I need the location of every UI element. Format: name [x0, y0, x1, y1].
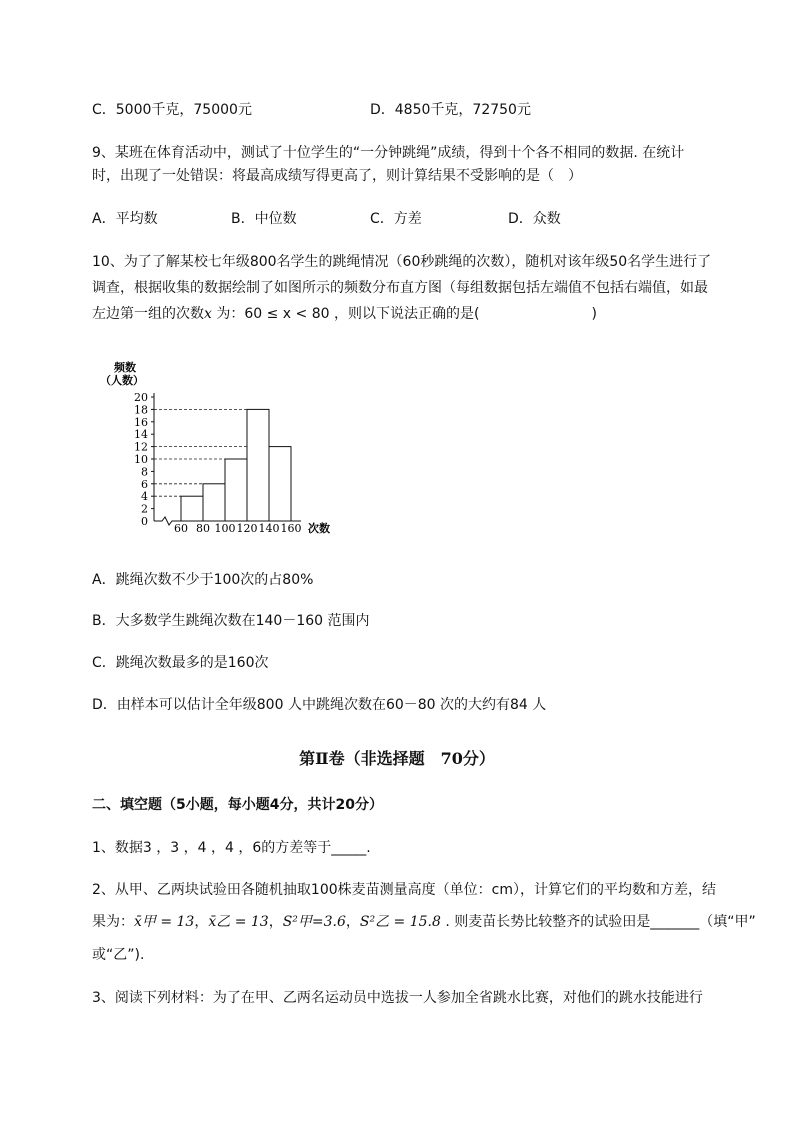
fill2-blank: _______ — [650, 914, 700, 930]
q10-variable-x: x — [204, 306, 212, 322]
section-heading: 二、填空题（5小题，每小题4分，共计20分） — [92, 797, 383, 813]
y-tick-label-8: 8 — [141, 465, 148, 479]
x-tick-label-60: 60 — [174, 522, 188, 535]
x-tick-label-160: 160 — [280, 522, 302, 535]
q10-line3 — [92, 304, 597, 324]
q10-line1: 10、为了了解某校七年级800名学生的跳绳情况（60秒跳绳的次数），随机对该年级50名学生进行了 — [92, 254, 712, 270]
x-tick-label-140: 140 — [258, 522, 280, 535]
y-tick-label-2: 2 — [141, 502, 148, 516]
y-tick-label-0: 0 — [141, 515, 148, 528]
fill2-suffix: . 则麦苗长势比较整齐的试验田是 — [440, 914, 651, 930]
fill2-mean-yi: x̄乙 = 13 — [208, 914, 269, 930]
q10-option-c: C．跳绳次数最多的是160次 — [92, 655, 269, 671]
fill2-variance-yi: S²乙 = 15.8 — [359, 914, 441, 930]
y-tick-label-18: 18 — [134, 403, 148, 417]
bar-60-80 — [181, 496, 203, 521]
q10-line3-close: ) — [591, 306, 597, 322]
q9-option-a: A．平均数 — [92, 211, 158, 227]
y-tick-label-10: 10 — [134, 453, 148, 466]
y-tick-label-16: 16 — [134, 415, 148, 429]
section-title: 第Ⅱ卷（非选择题 70分） — [299, 749, 495, 768]
q10-option-a: A．跳绳次数不少于100次的占80% — [92, 572, 314, 588]
bar-140-160 — [269, 447, 291, 521]
q10-option-b: B．大多数学生跳绳次数在140－160 范围内 — [92, 613, 370, 629]
x-tick-label-120: 120 — [236, 522, 258, 535]
y-axis-label-line1: 频数 — [114, 361, 136, 374]
y-tick-label-12: 12 — [134, 440, 148, 454]
q10-option-d: D．由样本可以估计全年级800 人中跳绳次数在60－80 次的大约有84 人 — [92, 697, 547, 713]
fill2-line3: 或“乙”). — [92, 947, 145, 963]
fill1-text: 1、数据3 ，3 ，4 ，4 ，6的方差等于 — [92, 840, 332, 856]
fill1-end: . — [366, 840, 371, 856]
bar-80-100 — [203, 484, 225, 521]
frequency-histogram — [92, 355, 352, 540]
x-axis-label: 次数 — [308, 522, 330, 535]
q9-line1: 9、某班在体育活动中，测试了十位学生的“一分钟跳绳”成绩，得到十个各不相同的数据. 在统计 — [92, 145, 685, 161]
q8-option-c: C．5000千克，75000元 — [92, 102, 252, 118]
fill2-end: （填“甲” — [699, 914, 756, 930]
bar-100-120 — [225, 459, 247, 521]
y-tick-label-14: 14 — [134, 428, 148, 442]
fill2-line2: 果为：x̄甲 = 13，x̄乙 = 13，S²甲=3.6，S²乙 = 15.8 . 则麦苗长势比较整齐的试验田是_______（填“甲” — [92, 914, 756, 930]
fill2-variance-jia: S²甲=3.6 — [282, 914, 346, 930]
q10-line3-text-b: 为：60 ≤ x < 80 ，则以下说法正确的是( — [211, 306, 480, 322]
q9-option-c: C．方差 — [370, 211, 422, 227]
q10-line2: 调查，根据收集的数据绘制了如图所示的频数分布直方图（每组数据包括左端值不包括右端值，如最 — [92, 280, 708, 296]
fill1-line — [92, 838, 371, 858]
q9-option-b: B．中位数 — [231, 211, 297, 227]
q9-option-d: D．众数 — [508, 211, 561, 227]
y-tick-label-4: 4 — [141, 490, 148, 504]
q8-option-d: D．4850千克，72750元 — [370, 102, 531, 118]
fill1-blank: _____ — [331, 840, 367, 856]
q9-line2: 时，出现了一处错误：将最高成绩写得更高了，则计算结果不受影响的是（ ） — [92, 168, 582, 184]
fill2-mean-jia: x̄甲 = 13 — [134, 914, 195, 930]
q10-line3-text-a: 左边第一组的次数 — [92, 306, 204, 322]
y-tick-label-20: 20 — [134, 391, 148, 404]
y-tick-label-6: 6 — [141, 477, 148, 491]
x-tick-label-100: 100 — [214, 522, 236, 535]
bar-120-140 — [247, 409, 269, 521]
x-tick-label-80: 80 — [196, 522, 210, 535]
y-axis-label-line2: （人数） — [100, 374, 144, 387]
fill2-prefix: 果为： — [92, 914, 134, 930]
fill2-line1: 2、从甲、乙两块试验田各随机抽取100株麦苗测量高度（单位：cm），计算它们的平均数和方差，结 — [92, 882, 716, 898]
fill3-line1: 3、阅读下列材料：为了在甲、乙两名运动员中选拔一人参加全省跳水比赛，对他们的跳水技能进行 — [92, 990, 703, 1006]
